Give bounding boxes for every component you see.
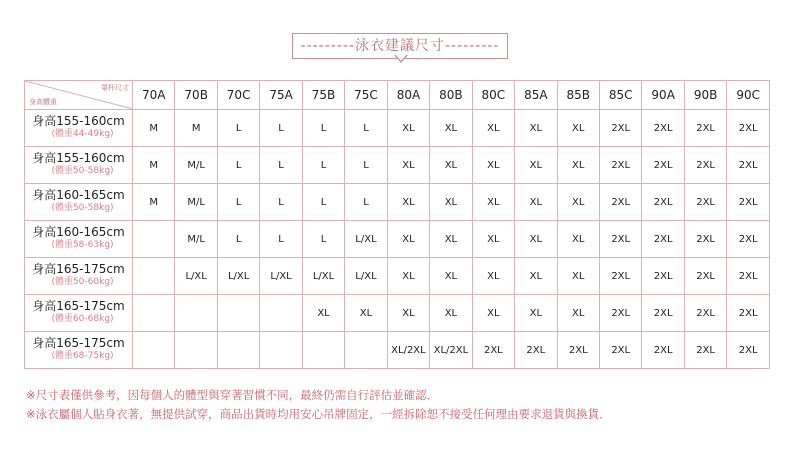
size-cell: XL [472,258,514,295]
row-height-range: 身高165-175cm [32,336,125,350]
size-cell: XL [387,295,429,332]
corner-cup-label: 罩杯尺寸 [101,84,129,92]
size-cell: L [345,184,387,221]
size-cell: L [260,110,302,147]
size-cell: XL [557,147,599,184]
size-cell: 2XL [684,110,726,147]
size-chart-table [24,80,770,369]
size-cell: 2XL [642,258,684,295]
size-cell: XL [387,258,429,295]
row-weight-range: (體重60-68kg) [51,314,114,324]
row-height-range: 身高155-160cm [32,151,125,165]
table-row [25,110,770,147]
size-cell: L/XL [175,258,217,295]
size-cell: L [302,147,344,184]
size-cell: 2XL [727,258,770,295]
size-cell: L [260,221,302,258]
size-cell: L [302,184,344,221]
size-cell: 2XL [642,110,684,147]
column-header-70C: 70C [217,81,259,110]
column-header-85C: 85C [599,81,641,110]
size-cell: XL [430,184,472,221]
table-row [25,295,770,332]
size-cell: L [302,221,344,258]
row-height-range: 身高160-165cm [32,225,125,239]
table-row [25,258,770,295]
size-cell: XL [557,258,599,295]
size-cell: 2XL [472,332,514,369]
size-cell [345,332,387,369]
row-weight-range: (體重68-75kg) [51,351,114,361]
size-cell: M [133,184,175,221]
size-cell: XL [472,221,514,258]
row-weight-range: (體重50-60kg) [51,277,114,287]
size-cell: 2XL [684,184,726,221]
size-cell: M/L [175,184,217,221]
row-height-range: 身高160-165cm [32,188,125,202]
size-cell: 2XL [727,147,770,184]
size-cell: XL [515,110,557,147]
size-cell [133,221,175,258]
size-cell: 2XL [642,147,684,184]
size-cell: 2XL [684,258,726,295]
size-cell: 2XL [599,332,641,369]
row-height-range: 身高165-175cm [32,262,125,276]
size-cell: XL [387,147,429,184]
note-no-return: ※泳衣屬個人貼身衣著，無提供試穿，商品出貨時均用安心吊牌固定，一經拆除恕不接受任何理由要求退貨與換貨． [26,407,611,421]
column-header-70B: 70B [175,81,217,110]
size-cell: XL [302,295,344,332]
size-cell: 2XL [599,147,641,184]
size-cell: XL [557,110,599,147]
column-header-90C: 90C [727,81,770,110]
size-cell: 2XL [599,221,641,258]
size-cell: M/L [175,147,217,184]
size-cell: XL/2XL [387,332,429,369]
row-label [25,184,133,221]
column-header-75B: 75B [302,81,344,110]
size-cell: L [217,221,259,258]
row-weight-range: (體重58-63kg) [51,240,114,250]
size-cell: 2XL [515,332,557,369]
size-cell [217,295,259,332]
size-cell: L [345,110,387,147]
size-cell: XL [430,110,472,147]
size-cell: 2XL [642,221,684,258]
size-cell: 2XL [727,295,770,332]
column-header-80C: 80C [472,81,514,110]
size-cell: XL [515,221,557,258]
size-cell: L/XL [260,258,302,295]
table-row [25,332,770,369]
size-cell: XL [557,184,599,221]
size-cell: L [260,184,302,221]
size-cell: XL [557,221,599,258]
size-cell: 2XL [727,332,770,369]
column-header-80A: 80A [387,81,429,110]
row-weight-range: (體重44-49kg) [51,129,114,139]
size-cell: L [260,147,302,184]
size-cell [175,332,217,369]
size-cell: 2XL [599,295,641,332]
size-cell: XL [430,295,472,332]
column-header-75C: 75C [345,81,387,110]
row-weight-range: (體重50-58kg) [51,166,114,176]
size-cell: XL [515,184,557,221]
column-header-85B: 85B [557,81,599,110]
size-cell: 2XL [599,184,641,221]
size-cell [175,295,217,332]
size-cell: XL [515,258,557,295]
row-height-range: 身高155-160cm [32,114,125,128]
size-cell: L/XL [217,258,259,295]
note-disclaimer: ※尺寸表僅供參考，因每個人的體型與穿著習慣不同，最終仍需自行評估並確認． [26,388,439,402]
size-cell: 2XL [599,258,641,295]
table-row [25,184,770,221]
size-cell [133,332,175,369]
size-cell: 2XL [599,110,641,147]
size-cell [133,258,175,295]
size-cell: L [217,147,259,184]
size-cell: L [302,110,344,147]
size-cell: XL [430,147,472,184]
size-cell: 2XL [642,295,684,332]
size-cell: 2XL [642,184,684,221]
column-header-70A: 70A [133,81,175,110]
size-cell: XL [345,295,387,332]
size-cell: 2XL [642,332,684,369]
size-cell: L/XL [302,258,344,295]
size-cell [217,332,259,369]
size-cell: M [133,110,175,147]
table-row [25,147,770,184]
size-cell: XL/2XL [430,332,472,369]
size-cell [302,332,344,369]
size-cell: 2XL [727,221,770,258]
size-cell: L/XL [345,221,387,258]
size-cell: XL [472,184,514,221]
row-label [25,332,133,369]
size-cell: 2XL [684,295,726,332]
size-cell: 2XL [557,332,599,369]
size-cell: XL [430,258,472,295]
row-label [25,258,133,295]
row-weight-range: (體重50-58kg) [51,203,114,213]
size-cell [260,332,302,369]
size-cell: XL [430,221,472,258]
row-label [25,110,133,147]
row-label [25,221,133,258]
size-cell: M [133,147,175,184]
size-cell: L [217,110,259,147]
size-cell: XL [472,295,514,332]
notes [26,386,611,424]
size-cell: XL [387,184,429,221]
size-cell: L [345,147,387,184]
row-height-range: 身高165-175cm [32,299,125,313]
chart-title: ---------泳衣建議尺寸--------- [292,33,509,59]
size-cell: XL [557,295,599,332]
size-cell: 2XL [727,110,770,147]
row-label [25,147,133,184]
size-cell: XL [472,110,514,147]
size-cell: M [175,110,217,147]
column-header-90A: 90A [642,81,684,110]
column-header-80B: 80B [430,81,472,110]
size-cell: 2XL [684,147,726,184]
size-cell: XL [387,110,429,147]
size-cell: XL [515,295,557,332]
size-chart-body [25,110,770,369]
column-header-75A: 75A [260,81,302,110]
column-header-90B: 90B [684,81,726,110]
title-pointer-arrow [394,55,408,63]
size-cell: XL [472,147,514,184]
corner-body-label: 身高體重 [29,98,57,106]
size-cell: XL [387,221,429,258]
size-cell: 2XL [684,221,726,258]
size-cell: XL [515,147,557,184]
row-label [25,295,133,332]
size-cell: L [217,184,259,221]
size-cell: 2XL [727,184,770,221]
table-row [25,221,770,258]
size-cell: M/L [175,221,217,258]
size-cell [133,295,175,332]
corner-header-cell [25,81,133,110]
size-cell: 2XL [684,332,726,369]
column-header-85A: 85A [515,81,557,110]
header-row [25,81,770,110]
size-cell: L/XL [345,258,387,295]
size-cell [260,295,302,332]
